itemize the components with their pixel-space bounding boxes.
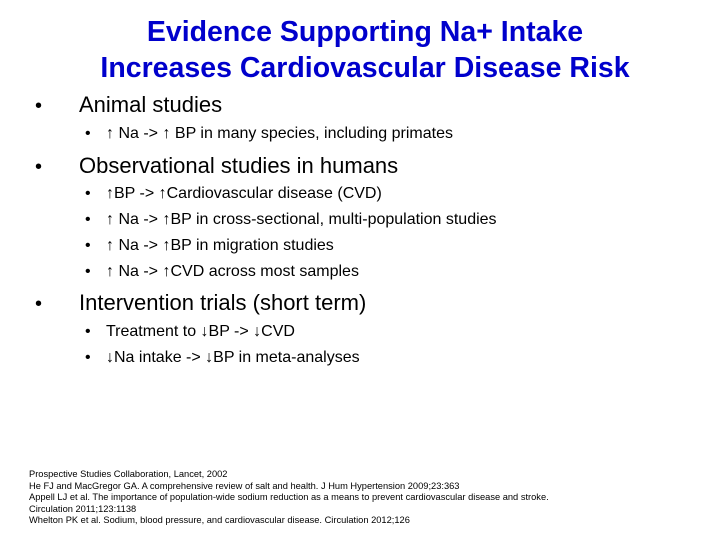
bullet-icon: • [85,211,91,228]
reference-line: Appell LJ et al. The importance of population-wide sodium reduction as a means to prevent cardiovascular disease and stroke. [29,492,549,503]
list-item [85,236,334,256]
bullet-icon: • [85,125,91,142]
bullet-icon: • [85,349,91,366]
reference-line: Circulation 2011;123:1138 [29,503,137,514]
bullet-icon: • [85,323,91,340]
section-intervention-trials [35,290,366,317]
list-item [85,322,295,342]
list-item [85,348,360,368]
section-observational-studies [35,153,398,180]
bullet-icon: • [35,293,43,315]
list-item [85,210,497,230]
section-animal-studies [35,92,222,119]
list-item-text: ↑ Na -> ↑CVD across most samples [106,263,359,280]
section-heading: Intervention trials (short term) [79,290,367,315]
reference-line: Prospective Studies Collaboration, Lancet, 2002 [29,469,228,479]
reference-line: He FJ and MacGregor GA. A comprehensive review of salt and health. J Hum Hypertension 2009;23:363 [29,480,460,491]
list-item-text: ↑ Na -> ↑ BP in many species, including primates [106,125,453,142]
title-line-1: Evidence Supporting Na+ Intake [146,16,584,48]
section-heading: Observational studies in humans [79,153,399,178]
bullet-icon: • [85,237,91,254]
references [29,469,709,527]
list-item [85,262,359,282]
title-line-2: Increases Cardiovascular Disease Risk [100,52,630,84]
list-item-text: ↑ Na -> ↑BP in cross-sectional, multi-population studies [106,211,497,228]
list-item-text: ↓Na intake -> ↓BP in meta-analyses [106,349,360,366]
bullet-icon: • [35,95,43,117]
slide-title [30,14,700,86]
list-item-text: Treatment to ↓BP -> ↓CVD [106,323,295,340]
bullet-icon: • [85,185,91,202]
bullet-icon: • [35,156,43,178]
list-item [85,184,382,204]
reference-line: Whelton PK et al. Sodium, blood pressure, and cardiovascular disease. Circulation 2012;126 [29,515,410,526]
bullet-icon: • [85,263,91,280]
list-item-text: ↑BP -> ↑Cardiovascular disease (CVD) [106,185,382,202]
list-item [85,124,453,144]
list-item-text: ↑ Na -> ↑BP in migration studies [106,237,334,254]
section-heading: Animal studies [79,92,223,117]
